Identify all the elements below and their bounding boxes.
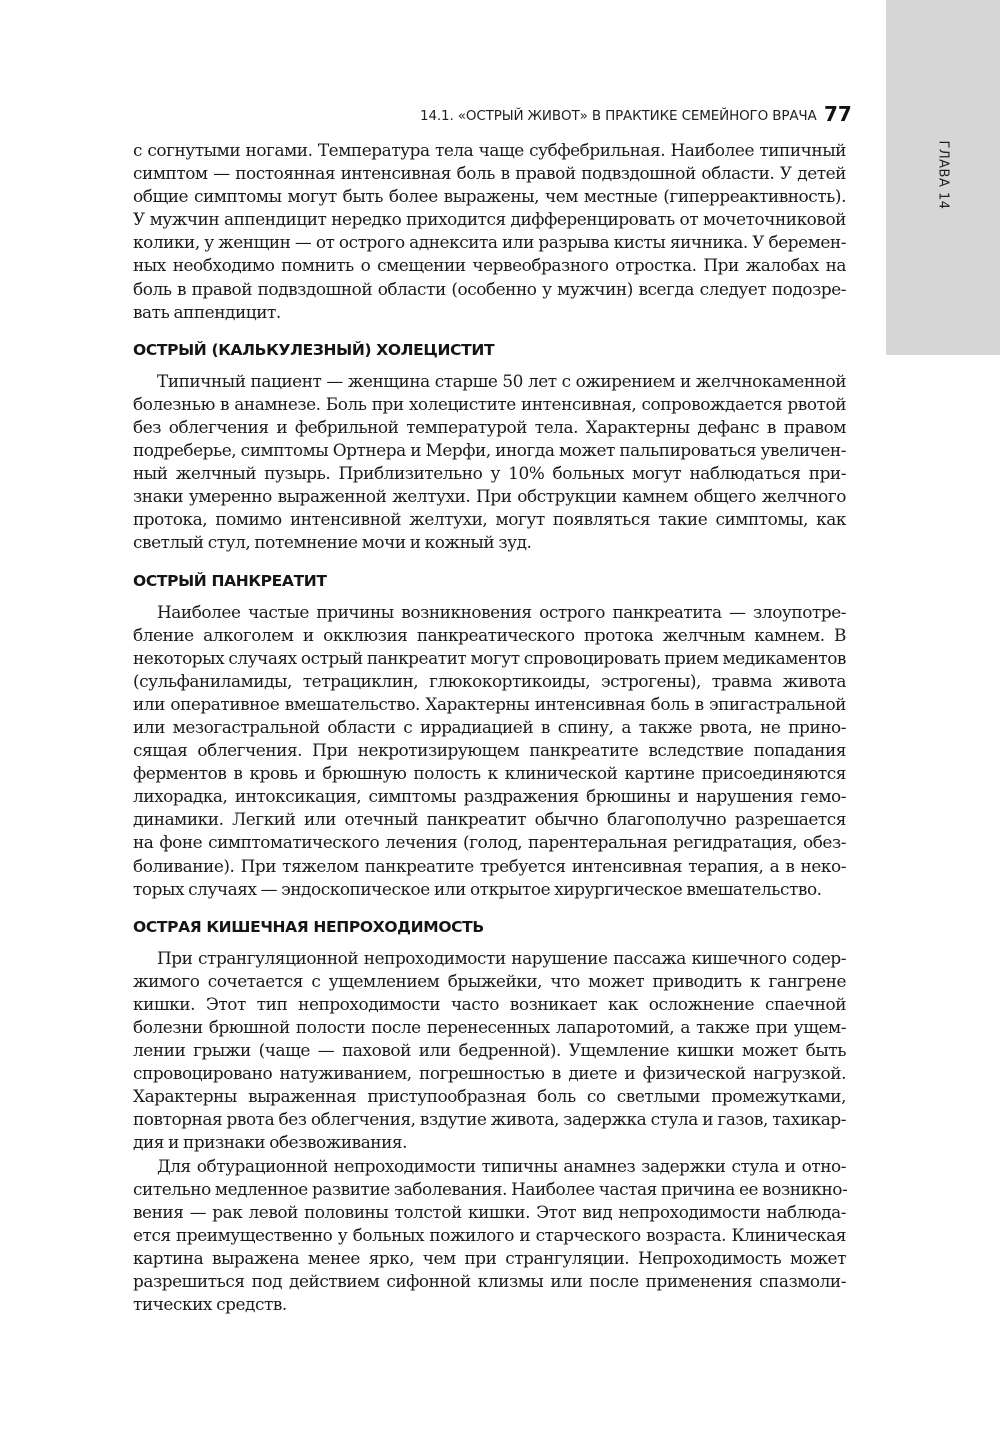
section-cholecystitis: [133, 338, 846, 555]
paragraph-line: торых случаях — эндоскопическое или открытое хирургическое вмешательство.: [133, 878, 822, 899]
paragraph-line: сящая облегчения. При некротизирующем панкреатите вследствие попадания: [133, 740, 846, 761]
paragraph-line: ный желчный пузырь. Приблизительно у 10% больных могут наблюдаться при-: [133, 463, 846, 484]
paragraph-line: сительно медленное развитие заболевания. Наиболее частая причина ее возникно-: [133, 1178, 848, 1199]
paragraph-line: жимого сочетается с ущемлением брыжейки, что может приводить к гангрене: [133, 970, 846, 991]
section-heading: ОСТРЫЙ (КАЛЬКУЛЕЗНЫЙ) ХОЛЕЦИСТИТ: [133, 340, 495, 359]
section-pancreatitis: [133, 569, 846, 901]
paragraph-line: светлый стул, потемнение мочи и кожный зуд.: [133, 532, 532, 553]
paragraph-line: Для обтурационной непроходимости типичны анамнез задержки стула и отно-: [157, 1155, 846, 1176]
paragraph-line: У мужчин аппендицит нередко приходится дифференцировать от мочеточниковой: [133, 209, 846, 230]
paragraph-line: протока, помимо интенсивной желтухи, могут появляться такие симптомы, как: [133, 509, 846, 530]
running-title: 14.1. «ОСТРЫЙ ЖИВОТ» В ПРАКТИКЕ СЕМЕЙНОГО ВРАЧА: [420, 108, 817, 124]
paragraph-line: тических средств.: [133, 1294, 287, 1315]
paragraph-line: кишки. Этот тип непроходимости часто возникает как осложнение спаечной: [133, 993, 846, 1014]
page-number: 77: [824, 102, 852, 126]
paragraph-line: или мезогастральной области с иррадиацией в спину, а также рвота, не прино-: [133, 716, 846, 737]
paragraph-line: Типичный пациент — женщина старше 50 лет с ожирением и желчнокаменной: [157, 370, 846, 391]
paragraph-line: (сульфаниламиды, тетрациклин, глюкокортикоиды, эстрогены), травма живота: [133, 670, 846, 691]
paragraph-line: ется преимущественно у больных пожилого и старческого возраста. Клиническая: [133, 1224, 846, 1245]
paragraph-line: разрешиться под действием сифонной клизмы или после применения спазмоли-: [133, 1271, 846, 1292]
paragraph-line: боливание). При тяжелом панкреатите требуется интенсивная терапия, а в неко-: [133, 855, 846, 876]
intro-paragraph: [133, 139, 846, 324]
paragraph-line: симптом — постоянная интенсивная боль в правой подвздошной области. У детей: [133, 163, 846, 184]
paragraph-line: болезни брюшной полости после перенесенных лапаротомий, а также при ущем-: [133, 1017, 846, 1037]
section-heading: ОСТРАЯ КИШЕЧНАЯ НЕПРОХОДИМОСТЬ: [133, 917, 484, 936]
paragraph-line: болезнью в анамнезе. Боль при холецистите интенсивная, сопровождается рвотой: [133, 393, 846, 414]
paragraph-line: общие симптомы могут быть более выражены, чем местные (гиперреактивность).: [133, 186, 846, 207]
paragraph-line: колики, у женщин — от острого аднексита или разрыва кисты яичника. У беремен-: [133, 232, 846, 253]
paragraph-line: ферментов в кровь и брюшную полость к клинической картине присоединяются: [133, 763, 846, 784]
paragraph-line: картина выражена менее ярко, чем при странгуляции. Непроходимость может: [133, 1247, 846, 1268]
paragraph-line: При странгуляционной непроходимости нарушение пассажа кишечного содер-: [157, 947, 846, 968]
paragraph-line: вать аппендицит.: [133, 301, 281, 322]
paragraph-line: дия и признаки обезвоживания.: [133, 1132, 408, 1153]
paragraph-line: ных необходимо помнить о смещении червеобразного отростка. При жалобах на: [133, 255, 846, 276]
text-column: [133, 139, 846, 1316]
paragraph-line: без облегчения и фебрильной температурой тела. Характерны дефанс в правом: [133, 416, 846, 437]
paragraph-line: с согнутыми ногами. Температура тела чаще субфебрильная. Наиболее типичный: [133, 140, 846, 160]
paragraph-line: некоторых случаях острый панкреатит могут спровоцировать прием медикаментов: [133, 647, 846, 668]
paragraph-line: на фоне симптоматического лечения (голод, парентеральная регидратация, обез-: [133, 832, 846, 853]
paragraph-line: бление алкоголем и окклюзия панкреатического протока желчным камнем. В: [133, 624, 846, 645]
paragraph-line: лихорадка, интоксикация, симптомы раздражения брюшины и нарушения гемо-: [133, 786, 846, 807]
paragraph-line: знаки умеренно выраженной желтухи. При обструкции камнем общего желчного: [133, 486, 846, 507]
section-intestinal-obstruction: [133, 915, 846, 1317]
section-heading: ОСТРЫЙ ПАНКРЕАТИТ: [133, 571, 327, 590]
paragraph-line: лении грыжи (чаще — паховой или бедренной). Ущемление кишки может быть: [133, 1040, 846, 1061]
paragraph-line: или оперативное вмешательство. Характерны интенсивная боль в эпигастральной: [133, 693, 846, 714]
paragraph-line: подреберье, симптомы Ортнера и Мерфи, иногда может пальпироваться увеличен-: [133, 440, 846, 461]
paragraph-line: вения — рак левой половины толстой кишки. Этот вид непроходимости наблюда-: [133, 1201, 846, 1222]
paragraph-line: Характерны выраженная приступообразная боль со светлыми промежутками,: [133, 1086, 846, 1107]
chapter-tab-label: ГЛАВА 14: [935, 140, 951, 210]
paragraph-line: динамики. Легкий или отечный панкреатит обычно благополучно разрешается: [133, 809, 846, 830]
paragraph-line: Наиболее частые причины возникновения острого панкреатита — злоупотре-: [157, 601, 846, 622]
paragraph-line: повторная рвота без облегчения, вздутие живота, задержка стула и газов, тахикар-: [133, 1109, 846, 1130]
paragraph-line: боль в правой подвздошной области (особенно у мужчин) всегда следует подозре-: [133, 278, 846, 299]
paragraph-line: спровоцировано натуживанием, погрешностью в диете и физической нагрузкой.: [133, 1063, 846, 1084]
